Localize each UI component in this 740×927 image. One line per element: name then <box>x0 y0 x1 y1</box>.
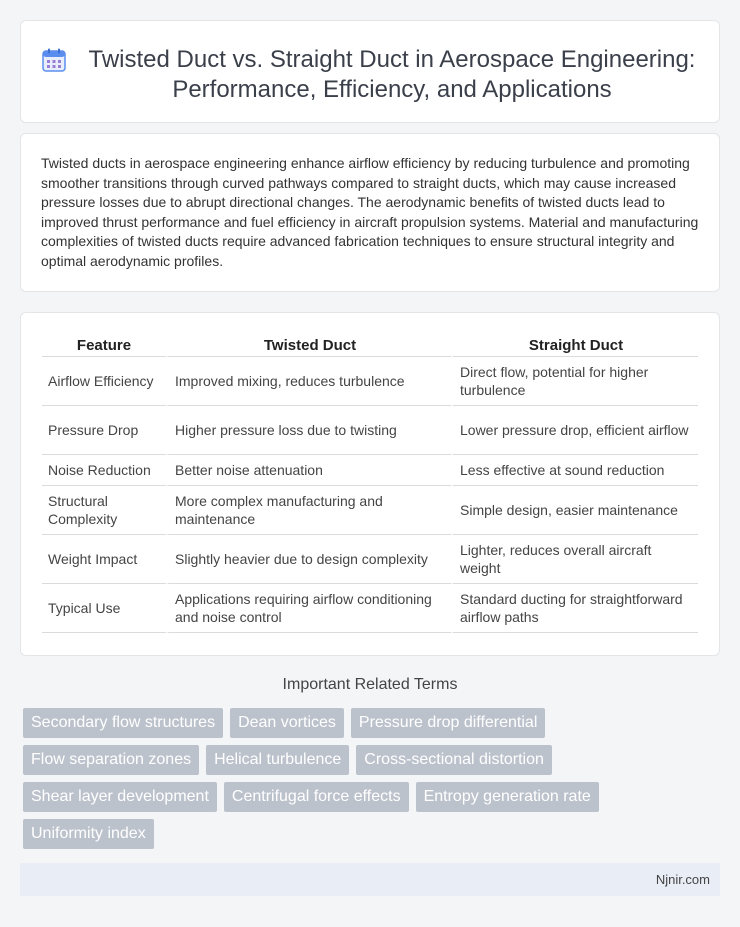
comparison-card <box>20 312 720 656</box>
twisted-cell: Better noise attenuation <box>166 455 451 486</box>
header-twisted-duct: Twisted Duct <box>166 335 451 357</box>
related-term-tag[interactable]: Uniformity index <box>23 819 154 849</box>
table-row <box>42 357 698 406</box>
feature-cell: Typical Use <box>42 584 166 633</box>
straight-cell: Lower pressure drop, efficient airflow <box>451 406 698 455</box>
table-header-row <box>42 335 698 357</box>
related-terms-list <box>23 708 723 856</box>
straight-cell: Standard ducting for straightforward airflow paths <box>451 584 698 633</box>
straight-cell: Simple design, easier maintenance <box>451 486 698 535</box>
table-row <box>42 535 698 584</box>
feature-cell: Structural Complexity <box>42 486 166 535</box>
related-term-tag[interactable]: Entropy generation rate <box>416 782 599 812</box>
table-row <box>42 406 698 455</box>
straight-cell: Lighter, reduces overall aircraft weight <box>451 535 698 584</box>
header-feature: Feature <box>42 335 166 357</box>
related-term-tag[interactable]: Shear layer development <box>23 782 217 812</box>
page-title: Twisted Duct vs. Straight Duct in Aerospace Engineering: Performance, Efficiency, and Applications <box>88 46 696 103</box>
related-term-tag[interactable]: Centrifugal force effects <box>224 782 409 812</box>
related-term-tag[interactable]: Helical turbulence <box>206 745 349 775</box>
calendar-icon <box>41 47 67 73</box>
related-term-tag[interactable]: Flow separation zones <box>23 745 199 775</box>
twisted-cell: Slightly heavier due to design complexity <box>166 535 451 584</box>
related-term-tag[interactable]: Dean vortices <box>230 708 344 738</box>
twisted-cell: More complex manufacturing and maintenance <box>166 486 451 535</box>
twisted-cell: Improved mixing, reduces turbulence <box>166 357 451 406</box>
feature-cell: Airflow Efficiency <box>42 357 166 406</box>
twisted-cell: Applications requiring airflow conditioning and noise control <box>166 584 451 633</box>
title-card <box>20 20 720 123</box>
straight-cell: Direct flow, potential for higher turbulence <box>451 357 698 406</box>
feature-cell: Weight Impact <box>42 535 166 584</box>
related-term-tag[interactable]: Cross-sectional distortion <box>356 745 552 775</box>
intro-card <box>20 133 720 292</box>
feature-cell: Noise Reduction <box>42 455 166 486</box>
header-straight-duct: Straight Duct <box>451 335 698 357</box>
related-terms-heading: Important Related Terms <box>282 676 458 693</box>
footer-site-link[interactable]: Njnir.com <box>655 872 710 887</box>
feature-cell: Pressure Drop <box>42 406 166 455</box>
related-term-tag[interactable]: Secondary flow structures <box>23 708 223 738</box>
table-row <box>42 584 698 633</box>
footer <box>20 863 720 896</box>
table-row <box>42 455 698 486</box>
intro-paragraph: Twisted ducts in aerospace engineering enhance airflow efficiency by reducing turbulence and promoting smoother transitions through curved pathways compared to straight ducts, which may cause increased pressure losses due to abrupt directional changes. The aerodynamic benefits of twisted ducts lead to improved thrust performance and fuel efficiency in aircraft propulsion systems. Material and manufacturing complexities of twisted ducts require advanced fabrication techniques to ensure structural integrity and optimal aerodynamic profiles. <box>41 155 699 269</box>
straight-cell: Less effective at sound reduction <box>451 455 698 486</box>
table-row <box>42 486 698 535</box>
related-term-tag[interactable]: Pressure drop differential <box>351 708 545 738</box>
twisted-cell: Higher pressure loss due to twisting <box>166 406 451 455</box>
comparison-table <box>42 335 698 633</box>
